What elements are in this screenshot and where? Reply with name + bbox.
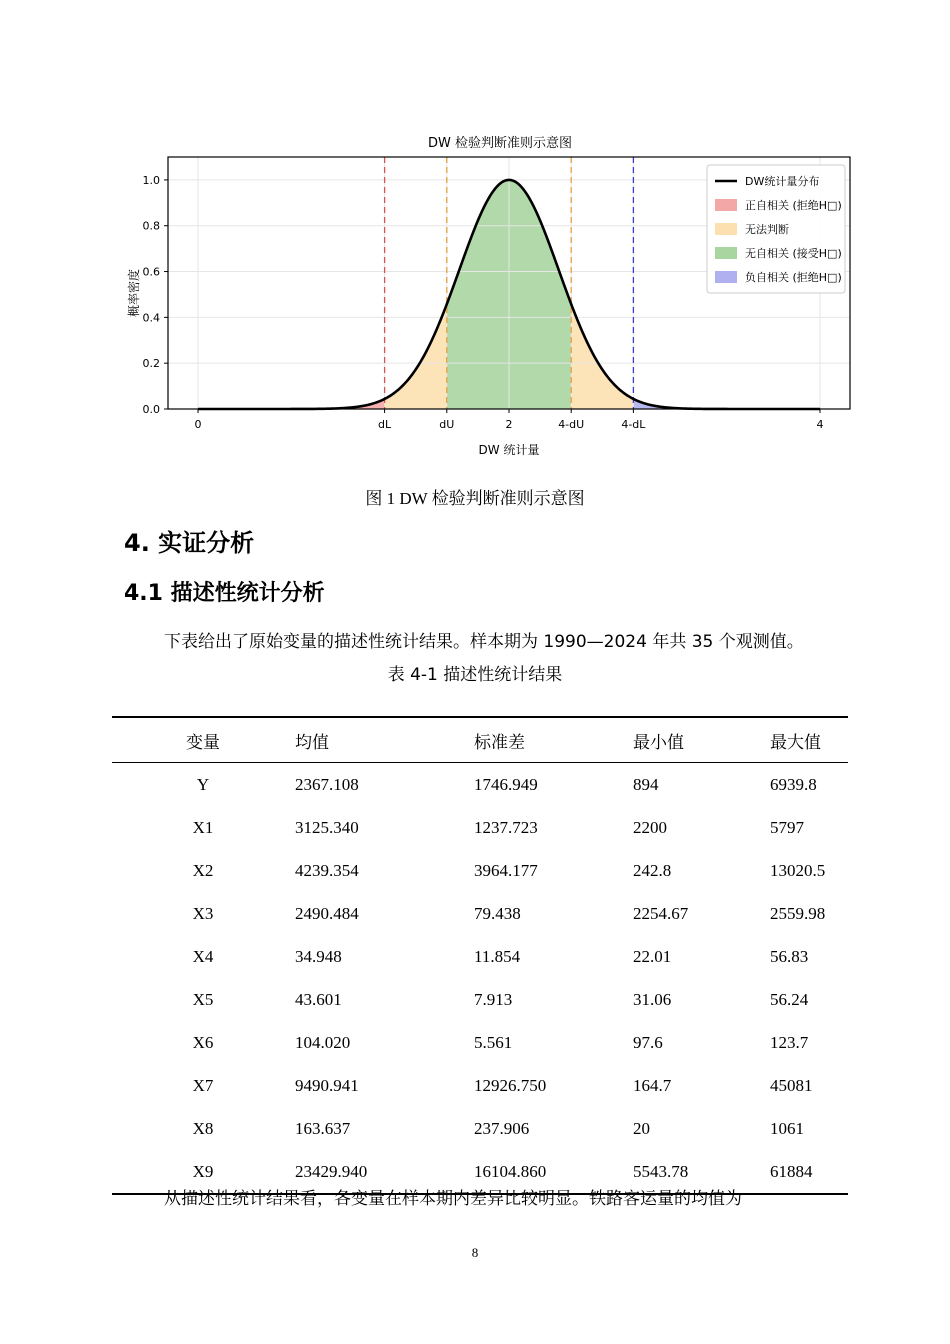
y-tick-label: 0.2 <box>142 357 160 371</box>
legend-patch-swatch <box>715 271 737 283</box>
cell-variable: X2 <box>192 860 214 880</box>
cell-variable: X8 <box>192 1118 214 1138</box>
page-number: 8 <box>471 1245 479 1260</box>
cell-variable: X5 <box>192 989 214 1009</box>
cell-mean: 43.601 <box>295 989 342 1009</box>
y-tick-label: 0.4 <box>142 311 160 325</box>
y-tick-label: 1.0 <box>142 173 160 187</box>
cell-std: 1746.949 <box>474 774 538 794</box>
y-axis-ticks <box>143 174 169 416</box>
chart-legend <box>707 165 845 293</box>
cell-std: 79.438 <box>474 903 521 923</box>
header-max: 最大值 <box>770 732 821 753</box>
cell-std: 16104.860 <box>474 1161 547 1181</box>
cell-max: 6939.8 <box>770 774 817 794</box>
y-tick-label: 0.8 <box>142 219 160 233</box>
cell-std: 11.854 <box>474 946 521 966</box>
legend-label: 无自相关 (接受H□) <box>745 247 842 260</box>
cell-std: 5.561 <box>474 1032 513 1052</box>
legend-patch-swatch <box>715 247 737 259</box>
cell-variable: X1 <box>192 817 214 837</box>
cell-mean: 2490.484 <box>295 903 359 923</box>
table-body <box>112 763 848 1195</box>
cell-min: 894 <box>633 774 659 794</box>
x-tick-label: dU <box>439 418 455 431</box>
cell-max: 123.7 <box>770 1032 809 1052</box>
subsection-heading: 4.1 描述性统计分析 <box>124 581 325 606</box>
table-row <box>112 892 848 935</box>
cell-mean: 9490.941 <box>295 1075 359 1095</box>
cell-mean: 2367.108 <box>295 774 359 794</box>
table-row <box>112 806 848 849</box>
cell-max: 61884 <box>770 1161 813 1181</box>
cell-std: 7.913 <box>474 989 513 1009</box>
cell-min: 2254.67 <box>633 903 689 923</box>
y-tick-label: 0.6 <box>142 265 160 279</box>
legend-patch-swatch <box>715 199 737 211</box>
header-min: 最小值 <box>633 732 684 753</box>
header-variable: 变量 <box>186 732 220 753</box>
cell-variable: X4 <box>192 946 214 966</box>
table-caption: 表 4-1 描述性统计结果 <box>387 665 563 685</box>
intro-paragraph: 下表给出了原始变量的描述性统计结果。样本期为 1990—2024 年共 35 个观测值。 <box>164 632 804 652</box>
x-tick-label: 2 <box>505 418 513 431</box>
cell-std: 3964.177 <box>474 860 538 880</box>
descriptive-stats-table <box>112 716 848 1195</box>
dw-criteria-figure <box>110 125 860 465</box>
table-header-row <box>112 717 848 763</box>
chart-title: DW 检验判断准则示意图 <box>428 136 572 151</box>
cell-variable: X3 <box>192 903 214 923</box>
cell-min: 97.6 <box>633 1032 663 1052</box>
cell-min: 242.8 <box>633 860 672 880</box>
cell-std: 1237.723 <box>474 817 538 837</box>
table-row <box>112 763 848 807</box>
y-axis-label: 概率密度 <box>127 268 141 318</box>
cell-mean: 104.020 <box>295 1032 351 1052</box>
table-row <box>112 1107 848 1150</box>
cell-mean: 163.637 <box>295 1118 351 1138</box>
y-tick-label: 0.0 <box>142 403 160 416</box>
legend-label: 正自相关 (拒绝H□) <box>745 199 842 212</box>
cell-max: 13020.5 <box>770 860 826 880</box>
table-row <box>112 935 848 978</box>
cell-mean: 4239.354 <box>295 860 359 880</box>
cell-variable: Y <box>196 774 210 794</box>
cell-min: 22.01 <box>633 946 672 966</box>
cell-std: 12926.750 <box>474 1075 547 1095</box>
x-tick-label: 4-dL <box>621 418 646 431</box>
cell-max: 1061 <box>770 1118 804 1138</box>
table-row <box>112 849 848 892</box>
cell-mean: 3125.340 <box>295 817 359 837</box>
cell-min: 20 <box>633 1118 650 1138</box>
header-mean: 均值 <box>295 732 329 753</box>
x-tick-label: 4 <box>816 418 824 431</box>
cell-max: 45081 <box>770 1075 813 1095</box>
table-row <box>112 978 848 1021</box>
cell-std: 237.906 <box>474 1118 530 1138</box>
legend-patch-swatch <box>715 223 737 235</box>
header-std: 标准差 <box>474 732 525 753</box>
cell-variable: X7 <box>192 1075 214 1095</box>
legend-label: DW统计量分布 <box>745 175 820 188</box>
cell-max: 2559.98 <box>770 903 826 923</box>
legend-label: 无法判断 <box>745 223 789 236</box>
x-axis-label: DW 统计量 <box>478 443 540 457</box>
section-heading: 4. 实证分析 <box>124 529 255 557</box>
cell-min: 164.7 <box>633 1075 672 1095</box>
cell-max: 56.83 <box>770 946 809 966</box>
x-tick-label: dL <box>378 418 392 431</box>
cell-min: 31.06 <box>633 989 672 1009</box>
legend-label: 负自相关 (拒绝H□) <box>745 271 842 284</box>
cell-mean: 23429.940 <box>295 1161 368 1181</box>
x-tick-label: 4-dU <box>558 418 585 431</box>
cell-max: 5797 <box>770 817 804 837</box>
dw-chart <box>110 125 860 465</box>
figure-caption: 图 1 DW 检验判断准则示意图 <box>365 489 585 508</box>
x-tick-label: 0 <box>194 418 202 431</box>
table-row <box>112 1021 848 1064</box>
conclusion-paragraph: 从描述性统计结果看，各变量在样本期内差异比较明显。铁路客运量的均值为 <box>164 1189 742 1209</box>
table-row <box>112 1064 848 1107</box>
cell-mean: 34.948 <box>295 946 342 966</box>
cell-variable: X9 <box>192 1161 214 1181</box>
cell-variable: X6 <box>192 1032 214 1052</box>
cell-min: 2200 <box>633 817 667 837</box>
cell-min: 5543.78 <box>633 1161 689 1181</box>
x-axis-ticks <box>195 409 824 431</box>
cell-max: 56.24 <box>770 989 809 1009</box>
